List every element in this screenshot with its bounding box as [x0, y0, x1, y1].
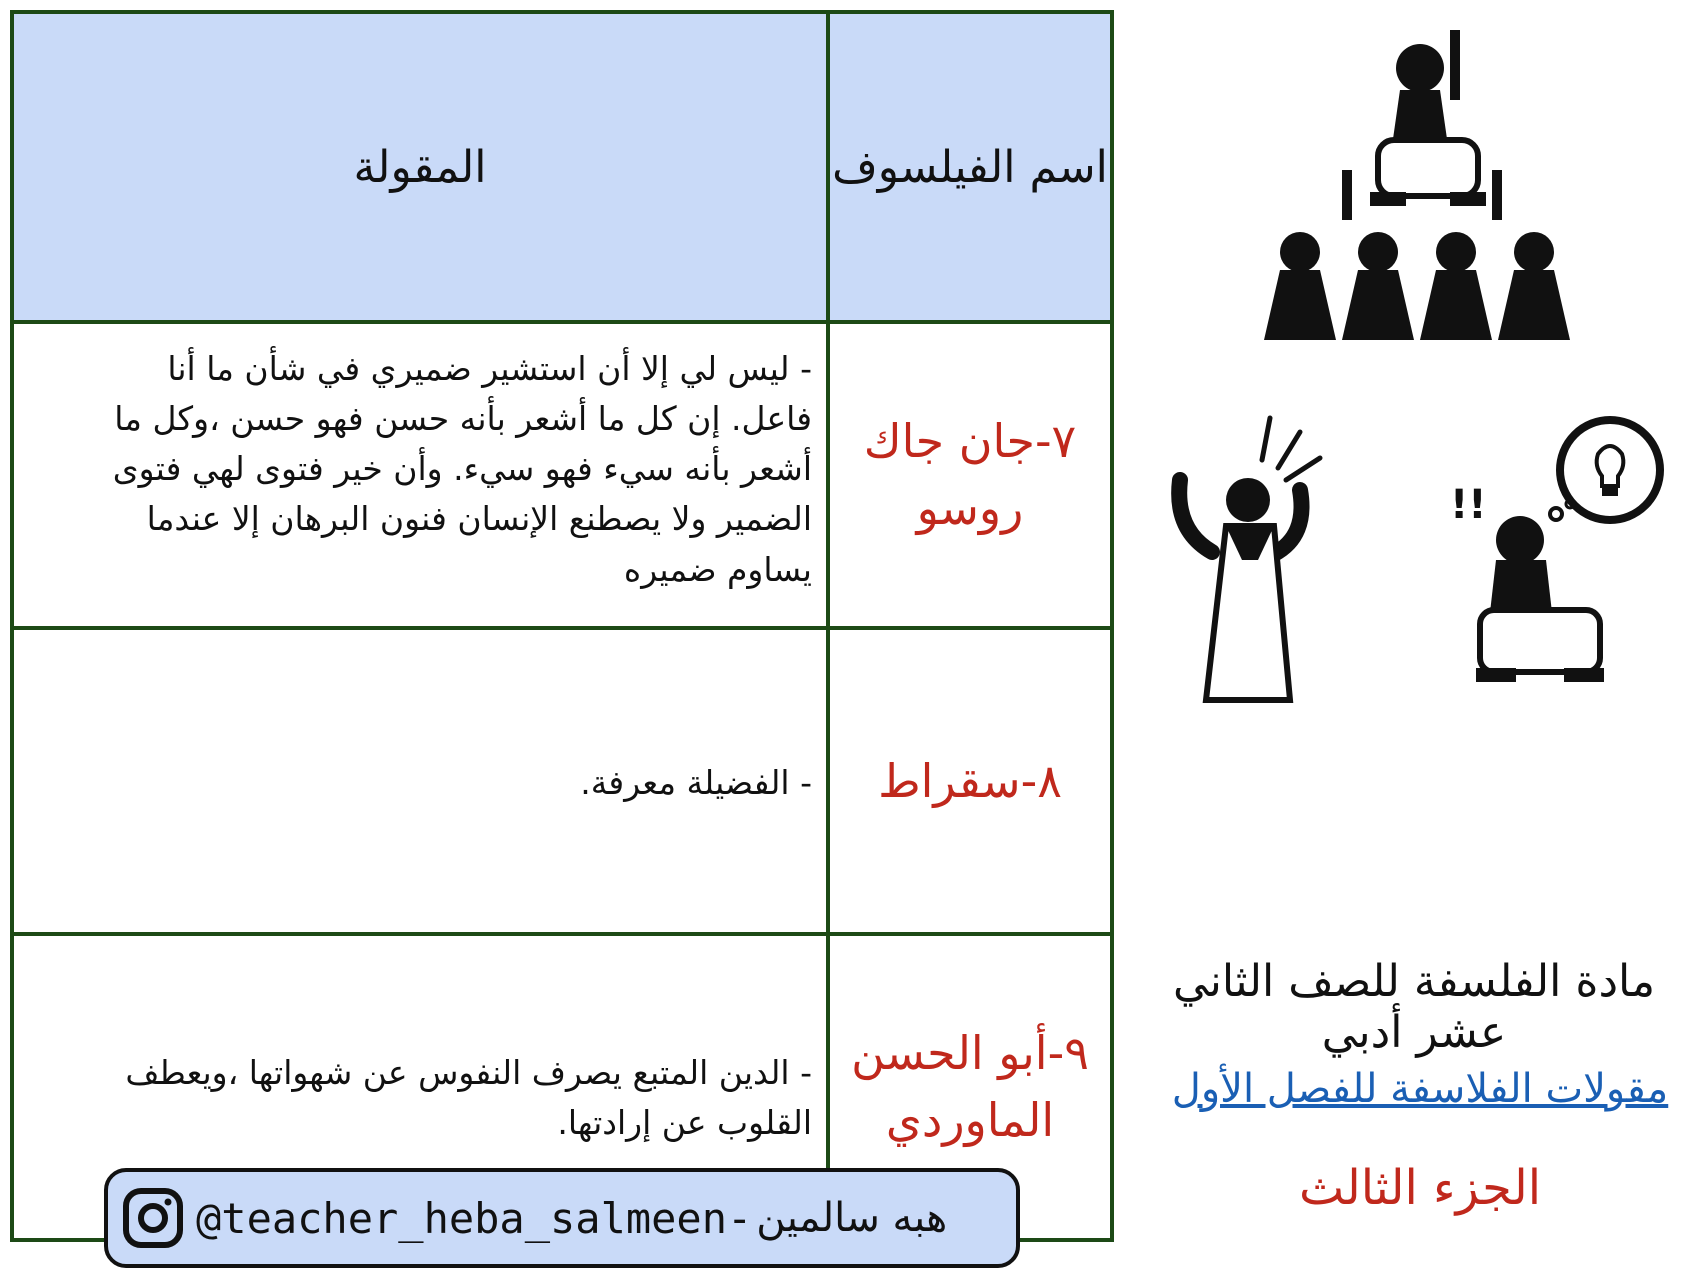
- svg-text:!!: !!: [1450, 482, 1487, 528]
- quote-header-cell: [14, 14, 830, 320]
- philosopher-name: ٧-جان جاك روسو: [863, 414, 1077, 535]
- instagram-icon: [122, 1187, 184, 1249]
- subject-title: مادة الفلسفة للصف الثاني عشر أدبي: [1172, 956, 1656, 1058]
- table-row: [14, 324, 1110, 630]
- thinking-figure-illustration: [1450, 410, 1670, 710]
- table-row: [14, 630, 1110, 936]
- quote-cell: [14, 630, 830, 932]
- philosopher-header-cell: [830, 14, 1110, 320]
- teacher-students-illustration: [1250, 20, 1590, 340]
- author-name: هبه سالمين: [756, 1195, 948, 1241]
- section-subtitle: مقولات الفلاسفة للفصل الأول: [1171, 1066, 1669, 1112]
- philosopher-name: ٩-أبو الحسن الماوردي: [851, 1026, 1089, 1147]
- instagram-handle: @teacher_heba_salmeen-: [196, 1193, 753, 1243]
- quote-text: - الفضيلة معرفة.: [580, 763, 812, 802]
- philosopher-header: اسم الفيلسوف: [832, 141, 1108, 193]
- excited-figure-illustration: [1160, 410, 1330, 710]
- philosopher-cell: [830, 630, 1110, 932]
- philosopher-cell: [830, 324, 1110, 626]
- quote-cell: [14, 324, 830, 626]
- philosophers-quotes-table: [10, 10, 1114, 1242]
- social-handle-banner: [104, 1168, 1020, 1268]
- quote-header: المقولة: [353, 141, 487, 193]
- quote-text: - الدين المتبع يصرف النفوس عن شهواتها ،ويعطف القلوب عن إرادتها.: [125, 1053, 812, 1143]
- quote-text: - ليس لي إلا أن استشير ضميري في شأن ما أنا فاعل. إن كل ما أشعر بأنه حسن فهو حسن ،وكل ما أشعر بأنه سيء فهو سيء. وأن خير فتوى لهي فتوى الضمير ولا يصطنع الإنسان فنون البرهان إلا عندما يساوم ضميره: [112, 349, 812, 589]
- part-title: الجزء الثالث: [1298, 1160, 1542, 1216]
- philosopher-name: ٨-سقراط: [878, 753, 1062, 808]
- table-header-row: [14, 14, 1110, 324]
